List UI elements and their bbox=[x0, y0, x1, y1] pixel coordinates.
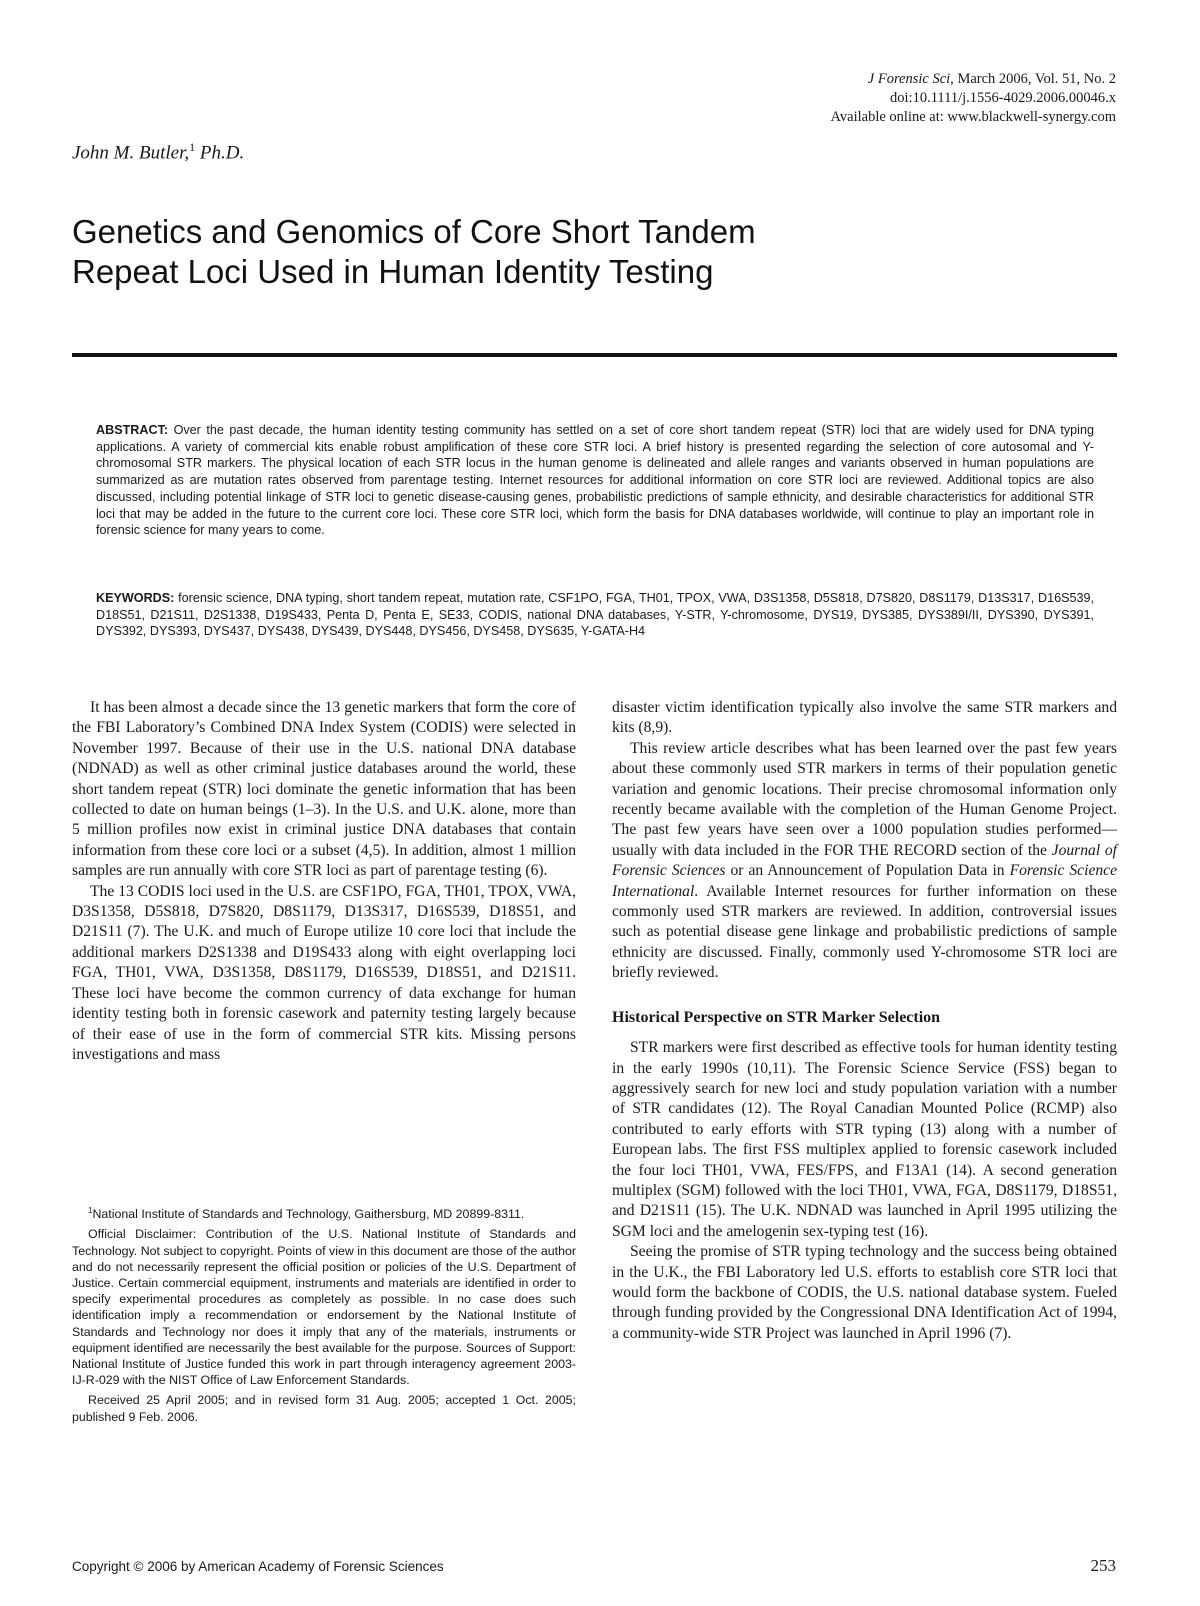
author-degree: Ph.D. bbox=[195, 142, 245, 164]
abstract-text: Over the past decade, the human identity testing community has settled on a set of core short tandem repeat (STR) loci that are widely used for DNA typing applications. A variety of commercial kits enable robust amplification of these core STR loci. A brief history is presented regarding the selection of core autosomal and Y-chromosomal STR markers. The physical location of each STR locus in the human genome is delineated and allele ranges and variants observed in human populations are summarized as are mutation rates observed from parentage testing. Internet resources for additional information on core STR loci are reviewed. Additional topics are also discussed, including potential linkage of STR loci to genetic disease-causing genes, probabilistic predictions of sample ethnicity, and desirable characteristics for additional STR loci that may be added in the future to the current core loci. These core STR loci, which form the basis for DNA databases worldwide, will continue to play an important role in forensic science for many years to come. bbox=[96, 423, 1094, 538]
availability-note: Available online at: www.blackwell-synergy.com bbox=[830, 109, 1116, 125]
title-line-2: Repeat Loci Used in Human Identity Testing bbox=[72, 253, 714, 290]
body-paragraph: Seeing the promise of STR typing technology and the success being obtained in the U.K., the FBI Laboratory led U.S. efforts to establish core STR loci that would form the backbone of CODIS, the U.S. national database system. Fueled through funding provided by the Congressional DNA Identification Act of 1994, a community-wide STR Project was launched in April 1996 (7). bbox=[612, 1243, 1117, 1342]
title-rule bbox=[72, 353, 1117, 357]
keywords-text: forensic science, DNA typing, short tandem repeat, mutation rate, CSF1PO, FGA, TH01, TPOX, VWA, D3S1358, D5S818, D7S820, D8S1179, D13S317, D16S539, D18S51, D21S11, D2S1338, D19S433, Penta D, Penta E, SE33, CODIS, national DNA databases, Y-STR, Y-chromosome, DYS19, DYS385, DYS389I/II, DYS390, DYS391, DYS392, DYS393, DYS437, DYS438, DYS439, DYS448, DYS456, DYS458, DYS635, Y-GATA-H4 bbox=[96, 591, 1094, 639]
author-footnote-marker: 1 bbox=[189, 140, 196, 154]
body-paragraph: It has been almost a decade since the 13 genetic markers that form the core of the FBI Laboratory’s Combined DNA Index System (CODIS) were selected in November 1997. Because of their use in the U.S. national DNA database (NDNAD) as well as other criminal justice databases around the world, these short tandem repeat (STR) loci dominate the genetic information that has been collected to date on human beings (1–3). In the U.S. and U.K. alone, more than 5 million profiles now exist in criminal justice DNA databases that contain information from these core loci or a subset (4,5). In addition, almost 1 million samples are run annually with core STR loci as part of parentage testing (6). bbox=[72, 699, 576, 880]
article-title bbox=[72, 212, 1122, 292]
journal-reference: Journal of Forensic Sciences bbox=[612, 841, 1117, 880]
journal-name: J Forensic Sci, bbox=[867, 71, 954, 87]
journal-reference: Forensic Science International bbox=[612, 862, 1117, 900]
keywords bbox=[96, 590, 1094, 640]
body-text: This review article describes what has been learned over the past few years about these commonly used STR markers in terms of their population genetic variation and genomic locations. Their precise chromosomal information only recently became available with the completion of the Human Genome Project. The past few years have seen over a 1000 population studies performed—usually with data included in the FOR THE RECORD section of the bbox=[612, 739, 1117, 859]
footnote-dates: Received 25 April 2005; and in revised form 31 Aug. 2005; accepted 1 Oct. 2005; published 9 Feb. 2006. bbox=[72, 1393, 576, 1424]
journal-header bbox=[831, 70, 1116, 127]
journal-citation bbox=[831, 70, 1116, 89]
body-text: or an Announcement of Population Data in bbox=[725, 862, 1010, 880]
body-paragraph: STR markers were first described as effective tools for human identity testing in the early 1990s (10,11). The Forensic Science Service (FSS) began to aggressively search for new loci and study population variation with a number of STR candidates (12). The Royal Canadian Mounted Police (RCMP) also contributed to early efforts with STR typing (13) along with a number of European labs. The first FSS multiplex applied to forensic casework included the four loci TH01, VWA, FES/FPS, and F13A1 (14). A second generation multiplex (SGM) followed with the loci TH01, VWA, FGA, D8S1179, D18S51, and D21S11 (15). The U.K. NDNAD was launched in April 1995 utilizing the SGM loci and the amelogenin sex-typing test (16). bbox=[612, 1039, 1117, 1240]
footnote-affiliation-text: National Institute of Standards and Technology, Gaithersburg, MD 20899-8311. bbox=[92, 1207, 525, 1222]
abstract bbox=[96, 422, 1094, 539]
author-name: John M. Butler, bbox=[72, 142, 190, 164]
abstract-label: ABSTRACT: bbox=[96, 423, 169, 437]
journal-issue: March 2006, Vol. 51, No. 2 bbox=[953, 71, 1116, 87]
footnotes bbox=[72, 1203, 576, 1429]
keywords-label: KEYWORDS: bbox=[96, 591, 175, 605]
footnote-marker: 1 bbox=[88, 1206, 93, 1215]
section-heading: Historical Perspective on STR Marker Selection bbox=[612, 1008, 941, 1026]
copyright-notice: Copyright © 2006 by American Academy of Forensic Sciences bbox=[72, 1559, 444, 1574]
body-text: . Available Internet resources for further information on these commonly used STR markers are reviewed. In addition, controversial issues such as potential disease gene linkage and probabilistic predictions of sample ethnicity are discussed. Finally, commonly used Y-chromosome STR loci are briefly reviewed. bbox=[612, 882, 1117, 982]
body-column-left bbox=[72, 698, 576, 1065]
footnote-disclaimer: Official Disclaimer: Contribution of the U.S. National Institute of Standards and Technology. Not subject to copyright. Points of view in this document are those of the author and do not necessarily represent the official position or policies of the U.S. Department of Justice. Certain commercial equipment, instruments and materials are identified in order to specify experimental procedures as completely as possible. In no case does such identification imply a recommendation or endorsement by the National Institute of Standards and Technology nor does it imply that any of the materials, instruments or equipment identified are necessarily the best available for the purpose. Sources of Support: National Institute of Justice funded this work in part through interagency agreement 2003-IJ-R-029 with the NIST Office of Law Enforcement Standards. bbox=[72, 1227, 576, 1388]
author-line bbox=[72, 140, 244, 164]
footnote-affiliation bbox=[72, 1203, 576, 1222]
page-number: 253 bbox=[1090, 1556, 1116, 1575]
body-column-right bbox=[612, 698, 1117, 1344]
doi: doi:10.1111/j.1556-4029.2006.00046.x bbox=[890, 90, 1116, 106]
body-paragraph: disaster victim identification typically also involve the same STR markers and kits (8,9). bbox=[612, 699, 1117, 737]
body-paragraph: The 13 CODIS loci used in the U.S. are CSF1PO, FGA, TH01, TPOX, VWA, D3S1358, D5S818, D7S820, D8S1179, D13S317, D16S539, D18S51, and D21S11 (7). The U.K. and much of Europe utilize 10 core loci that include the additional markers D2S1338 and D19S433 along with eight overlapping loci FGA, TH01, VWA, D3S1358, D8S1179, D16S539, D18S51, and D21S11. These loci have become the common currency of data exchange for human identity testing both in forensic casework and paternity testing largely because of their ease of use in the form of commercial STR kits. Missing persons investigations and mass bbox=[72, 882, 576, 1063]
title-line-1: Genetics and Genomics of Core Short Tandem bbox=[72, 213, 756, 250]
body-paragraph bbox=[612, 739, 1117, 984]
